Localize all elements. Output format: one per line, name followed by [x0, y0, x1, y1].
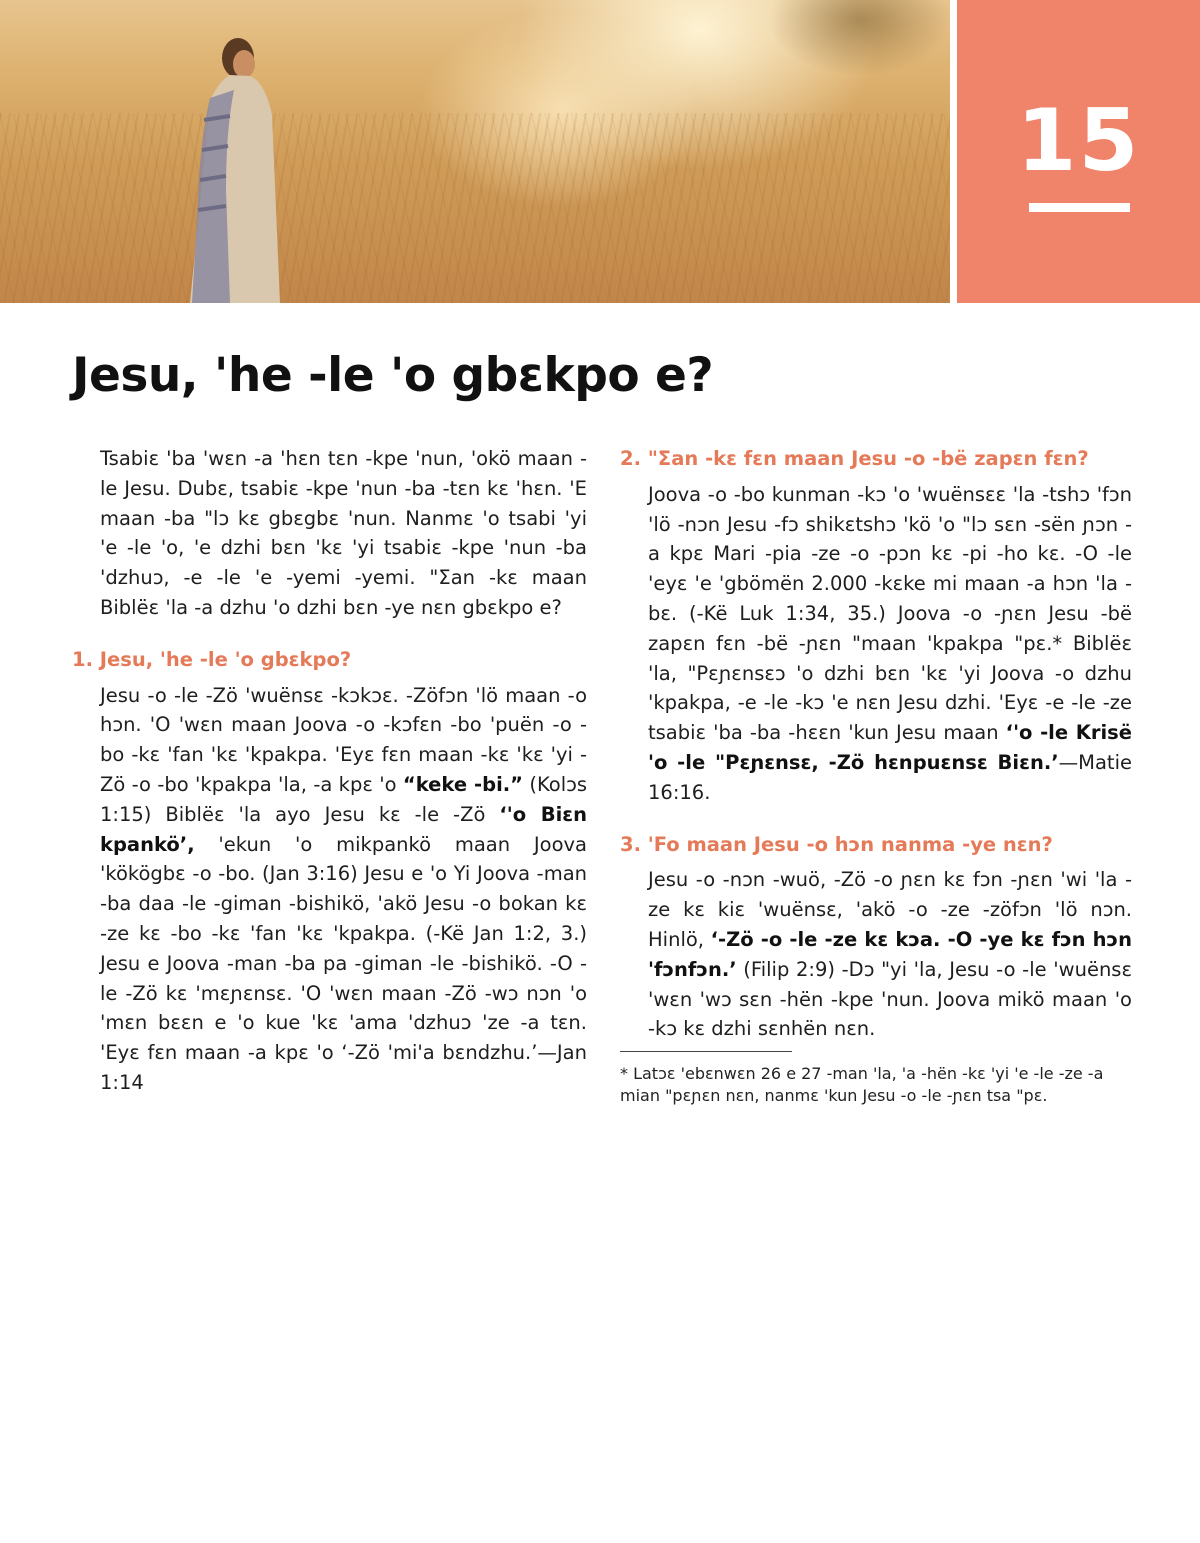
grass-field [0, 113, 950, 303]
question-1-body: Jesu -o -le -Zö 'wuënsɛ -kɔkɔɛ. -Zöfɔn 'lö maan -o hɔn. 'O 'wɛn maan Joova -o -kɔfɛn -bo 'puën -o -bo -kɛ 'fan 'kɛ 'kpakpa. 'Eyɛ fɛn maan -kɛ 'kɛ 'yi -Zö -o -bo 'kpakpa 'la, -a kpɛ 'o “keke -bi.” (Kolɔs 1:15) Biblëɛ 'la ayo Jesu kɛ -le -Zö ‘'o Biɛn kpankö’, 'ekun 'o mikpankö maan Joova 'kökögbɛ -o -bo. (Jan 3:16) Jesu e 'o Yi Joova -man -ba daa -le -giman -bishikö, 'akö Jesu -o bokan kɛ -ze kɛ -bo -kɛ 'fan 'kɛ 'kpakpa. (-Kë Jan 1:2, 3.) Jesu e Joova -man -ba pa -giman -le -bishikö. -O -le -Zö kɛ 'mɛɲɛnsɛ. 'O 'wɛn maan -Zö -wɔ nɔn 'o 'mɛn bɛɛn e 'o kue 'kɛ 'ama 'dzhuɔ 'ze -a tɛn. 'Eyɛ fɛn maan -a kpɛ 'o ‘-Zö 'mi'a bɛndzhu.’—Jan 1:14 [100, 683, 587, 1094]
lesson-number-underline [1029, 203, 1130, 212]
question-2-heading: 2. "Ʃan -kɛ fɛn maan Jesu -o -bë zapɛn fɛn? [620, 447, 1089, 470]
hero-image [0, 0, 950, 303]
lesson-badge [957, 0, 1200, 303]
footnote: * Latɔɛ 'ebɛnwɛn 26 e 27 -man 'la, 'a -hën -kɛ 'yi 'e -le -ze -a mian "pɛɲɛn nɛn, nanmɛ 'kun Jesu -o -le -ɲɛn tsa "pɛ. [620, 1064, 1104, 1105]
trees-background [670, 0, 950, 120]
question-1-heading: 1. Jesu, 'he -le 'o gbɛkpo? [72, 647, 352, 671]
footnote-divider [620, 1051, 792, 1052]
page-title: Jesu, 'he -le 'o gbɛkpo e? [72, 348, 714, 403]
intro-paragraph: Tsabiɛ 'ba 'wɛn -a 'hɛn tɛn -kpe 'nun, 'okö maan -le Jesu. Dubɛ, tsabiɛ -kpe 'nun -ba -tɛn kɛ 'hɛn. 'E maan -ba "lɔ kɛ gbɛgbɛ 'nun. Nanmɛ 'o tsabi 'yi 'e -le 'o, 'e dzhi bɛn 'kɛ 'yi tsabiɛ -kpe 'nun -ba 'dzhuɔ, -e -le 'e -yemi -yemi. "Ʃan -kɛ maan Biblëɛ 'la -a dzhu 'o dzhi bɛn -ye nɛn gbɛkpo e? [100, 447, 587, 619]
question-3-heading: 3. 'Fo maan Jesu -o hɔn nanma -ye nɛn? [620, 832, 1053, 856]
question-3-body: Jesu -o -nɔn -wuö, -Zö -o ɲɛn kɛ fɔn -ɲɛn 'wi 'la -ze kɛ kiɛ 'wuënsɛ, 'akö -o -ze -zöfɔn 'lö nɔn. Hinlö, ‘-Zö -o -le -ze kɛ kɔa. -O -ye kɛ fɔn hɔn 'fɔnfɔn.’ (Filip 2:9) -Dɔ "yi 'la, Jesu -o -le 'wuënsɛ 'wɛn 'wɔ sɛn -hën -kpe 'nun. Joova mikö maan 'o -kɔ kɛ dzhi sɛnhën nɛn. [648, 868, 1133, 1041]
lesson-number: 15 [1016, 91, 1141, 191]
jesus-figure-illustration [160, 20, 300, 303]
left-column [72, 444, 587, 1098]
question-2-body: Joova -o -bo kunman -kɔ 'o 'wuënsɛɛ 'la -tshɔ 'fɔn 'lö -nɔn Jesu -fɔ shikɛtshɔ 'kö 'o "lɔ sɛn -sën ɲɔn -a kpɛ Mari -pia -ze -o -pɔn kɛ -pi -ho kɛ. -O -le 'eyɛ 'e 'gbömën 2.000 -kɛke mi maan -a hɔn 'la -bɛ. (-Kë Luk 1:34, 35.) Joova -o -ɲɛn Jesu -bë zapɛn fɛn -bë -ɲɛn "maan 'kpakpa "pɛ.* Biblëɛ 'la, "Pɛɲɛnsɛɔ 'o dzhi bɛn 'kɛ 'yi Joova -o dzhu 'kpakpa, -e -le -kɔ 'e nɛn Jesu dzhi. 'Eyɛ -e -le -ze tsabiɛ 'ba -ba -hɛɛn 'kun Jesu maan ‘'o -le Krisë 'o -le "Pɛɲɛnsɛ, -Zö hɛnpuɛnsɛ Biɛn.’—Matie 16:16. [648, 482, 1132, 804]
right-column [620, 444, 1132, 1044]
